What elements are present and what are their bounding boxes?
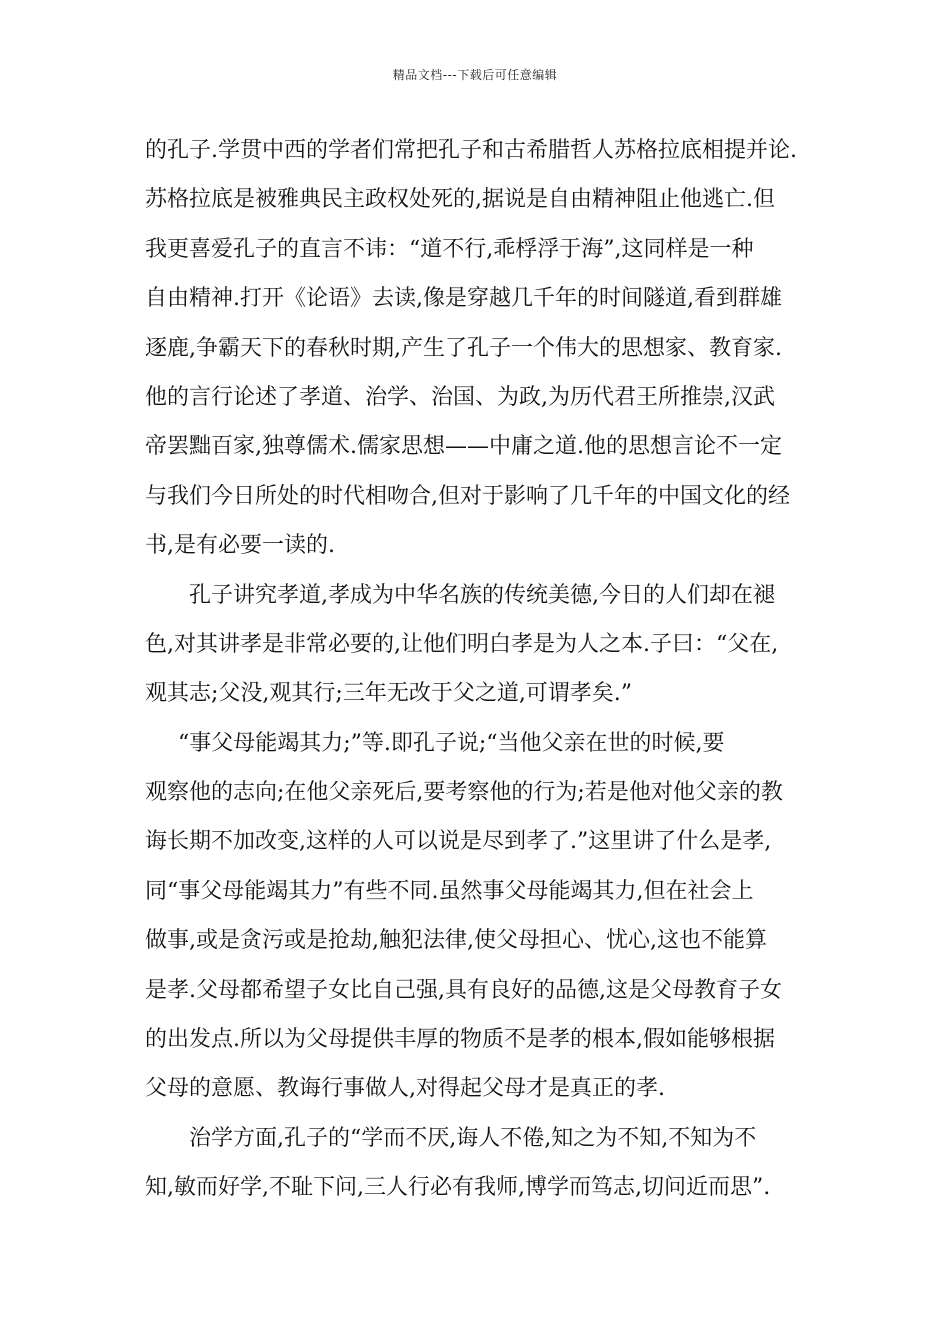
text-line: 帝罢黜百家,独尊儒术.儒家思想——中庸之道.他的思想言论不一定	[145, 434, 782, 460]
text-line: 同“事父母能竭其力”有些不同.虽然事父母能竭其力,但在社会上	[145, 878, 754, 904]
paragraph-start-line: 孔子讲究孝道,孝成为中华名族的传统美德,今日的人们却在褪	[189, 582, 775, 608]
text-line: 自由精神.打开《论语》去读,像是穿越几千年的时间隧道,看到群雄	[145, 286, 782, 312]
page-header: 精品文档---下载后可任意编辑	[392, 68, 558, 82]
text-line: 做事,或是贪污或是抢劫,触犯法律,使父母担心、忧心,这也不能算	[145, 928, 767, 954]
text-line: 苏格拉底是被雅典民主政权处死的,据说是自由精神阻止他逃亡.但	[145, 187, 775, 213]
paragraph-start-line: 治学方面,孔子的“学而不厌,诲人不倦,知之为不知,不知为不	[189, 1125, 757, 1151]
body-text	[145, 126, 810, 1213]
text-line: 的孔子.学贯中西的学者们常把孔子和古希腊哲人苏格拉底相提并论.	[145, 138, 797, 163]
text-line: 的出发点.所以为父母提供丰厚的物质不是孝的根本,假如能够根据	[145, 1027, 775, 1053]
paragraph-start-line: “事父母能竭其力;”等.即孔子说;“当他父亲在世的时候,要	[178, 730, 725, 756]
text-line: 父母的意愿、教诲行事做人,对得起父母才是真正的孝.	[145, 1076, 665, 1102]
text-line: 知,敏而好学,不耻下问,三人行必有我师,博学而笃志,切问近而思”.	[145, 1175, 771, 1201]
text-line: 是孝.父母都希望子女比自己强,具有良好的品德,这是父母教育子女	[145, 977, 782, 1003]
text-line: 书,是有必要一读的.	[145, 533, 335, 559]
text-line: 他的言行论述了孝道、治学、治国、为政,为历代君王所推崇,汉武	[145, 384, 775, 410]
text-line: 逐鹿,争霸天下的春秋时期,产生了孔子一个伟大的思想家、教育家.	[145, 335, 782, 361]
text-line: 色,对其讲孝是非常必要的,让他们明白孝是为人之本.子曰：“父在,	[145, 631, 779, 657]
text-line: 与我们今日所处的时代相吻合,但对于影响了几千年的中国文化的经	[145, 483, 790, 509]
text-line: 我更喜爱孔子的直言不讳：“道不行,乖桴浮于海”,这同样是一种	[145, 236, 754, 262]
text-line: 观其志;父没,观其行;三年无改于父之道,可谓孝矣.”	[145, 681, 633, 707]
text-line: 观察他的志向;在他父亲死后,要考察他的行为;若是他对他父亲的教	[145, 780, 783, 806]
text-line: 诲长期不加改变,这样的人可以说是尽到孝了.”这里讲了什么是孝,	[145, 829, 772, 855]
